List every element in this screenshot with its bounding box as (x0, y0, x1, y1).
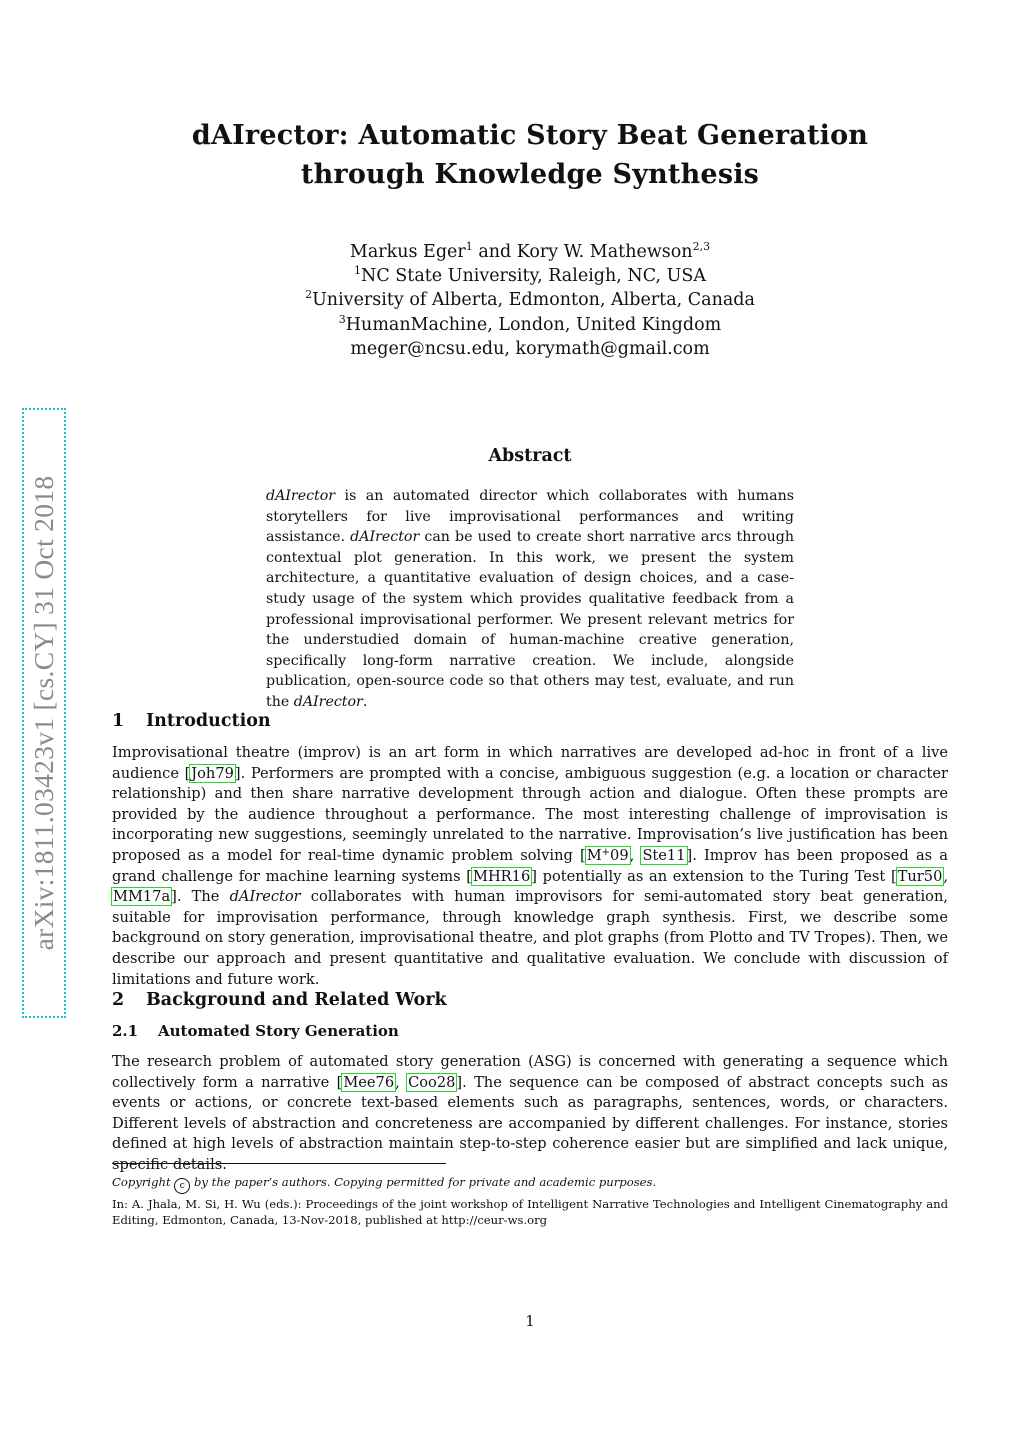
copyright-notice (112, 1174, 948, 1194)
affil-sup: 3 (338, 312, 346, 326)
introduction-paragraph: Improvisational theatre (improv) is an art form in which narratives are developed ad-hoc in front of a live audience [Joh79]. Performers are prompted with a concise, ambiguous suggestion (e.g. a location or character relationship) and then share narrative development through action and dialogue. Often these prompts are provided by the audience throughout a performance. The most interesting challenge of improvisation is incorporating new suggestions, seemingly unrelated to the narrative. Improvisation’s live justification has been proposed as a model for real-time dynamic problem solving [M+09, Ste11]. Improv has been proposed as a grand challenge for machine learning systems [MHR16] potentially as an extension to the Turing Test [Tur50, MM17a]. The dAIrector collaborates with human improvisors for semi-automated story beat generation, suitable for improvisation performance, through knowledge graph synthesis. First, we describe some background on story generation, improvisational theatre, and plot graphs (from Plotto and TV Tropes). Then, we describe our approach and present quantitative and qualitative evaluation. We conclude with discussion of limitations and future work. (112, 744, 949, 988)
author-name: Kory W. Mathewson (516, 242, 693, 262)
paragraph-text: potentially as an extension to the Turing Test (536, 867, 891, 885)
author-name: Markus Eger (349, 242, 466, 262)
arxiv-identifier[interactable]: arXiv:1811.03423v1 [cs.CY] 31 Oct 2018 (28, 475, 59, 951)
affil-text: NC State University, Raleigh, NC, USA (361, 266, 706, 287)
abstract-sentence: is an automated director which collaborates with humans storytellers for live improvisational performances and writing assistance. (266, 488, 794, 546)
copyright-text: by the paper’s authors. Copying permitted for private and academic purposes. (190, 1175, 657, 1189)
citation-year: 09 (610, 846, 629, 864)
system-name: dAIrector (229, 888, 301, 906)
affiliation (200, 313, 860, 337)
subsection-number: 2.1 (112, 1022, 139, 1040)
citation-link[interactable]: Ste11 (642, 846, 686, 864)
section-title: Background and Related Work (146, 990, 447, 1010)
abstract-sentence: can be used to create short narrative arcs through contextual plot generation. In this work, we present the system architecture, a quantitative evaluation of design choices, and a case-study usage of the system which provides qualitative feedback from a professional improvisational performer. We present relevant metrics for the understudied domain of human-machine creative generation, specifically long-form narrative creation. We include, alongside publication, open-source code so that others may test, evaluate, and run the (266, 529, 795, 710)
footnote-rule (112, 1163, 446, 1164)
system-name: dAIrector (293, 693, 363, 710)
abstract-heading: Abstract (488, 446, 572, 466)
system-name: dAIrector (266, 488, 336, 504)
citation-etal: + (601, 846, 611, 858)
paragraph-text: . The (176, 888, 230, 906)
author-line (200, 240, 860, 264)
citation-link[interactable]: Joh79 (191, 764, 234, 782)
paragraph-text: . Improv has been proposed as a grand challenge for machine learning systems (112, 846, 949, 885)
page-number: 1 (525, 1312, 535, 1330)
title-line-2: through Knowledge Synthesis (300, 159, 760, 190)
author-affil-sup: 2,3 (692, 240, 711, 253)
copyright-label: Copyright (112, 1175, 171, 1189)
paragraph-text: . The sequence can be composed of abstract concepts such as events or actions, or concrete text-based elements such as paragraphs, sentences, words, or characters. Different levels of abstraction and concreteness are accompanied by different challenges. For instance, stories defined at high levels of abstraction maintain step-to-step coherence easier but are simplified and lack unique, specific details. (112, 1073, 948, 1173)
author-emails: meger@ncsu.edu, korymath@gmail.com (350, 338, 710, 359)
affil-text: HumanMachine, London, United Kingdom (345, 314, 722, 335)
title-line-1: dAIrector: Automatic Story Beat Generation (191, 120, 869, 151)
citation-link[interactable]: Tur50 (897, 867, 943, 885)
copyright-symbol-icon: c (174, 1178, 190, 1194)
section-number: 1 (112, 711, 125, 731)
affiliation (200, 264, 860, 288)
system-name: dAIrector (350, 529, 420, 546)
paragraph-text: Improvisational theatre (improv) is an art form in which narratives are developed ad-hoc in front of a live audience (112, 744, 948, 782)
paragraph-text: collaborates with human improvisors for semi-automated story beat generation, suitable for improvisation performance, through knowledge graph synthesis. First, we describe some background on story generation, improvisational theatre, and plot graphs (from Plotto and TV Tropes). Then, we describe our approach and present quantitative and qualitative evaluation. We conclude with discussion of limitations and future work. (112, 888, 949, 988)
section-heading-introduction (112, 711, 271, 731)
citation-link[interactable] (586, 847, 630, 864)
citation-separator: , (629, 846, 642, 864)
asg-paragraph: The research problem of automated story generation (ASG) is concerned with generating a sequence which collectively form a narrative [Mee76, Coo28]. The sequence can be composed of abstract concepts such as events or actions, or concrete text-based elements such as paragraphs, sentences, words, or characters. Different levels of abstraction and concreteness are accompanied by different challenges. For instance, stories defined at high levels of abstraction maintain step-to-step coherence easier but are simplified and lack unique, specific details. (112, 1053, 948, 1173)
citation-link[interactable]: Coo28 (408, 1073, 456, 1091)
paper-title (180, 116, 880, 194)
citation-link[interactable]: MM17a (113, 888, 171, 906)
section-number: 2 (112, 990, 125, 1010)
arxiv-stamp (22, 408, 66, 1018)
citation-link[interactable]: Mee76 (343, 1073, 395, 1091)
affiliation (200, 288, 860, 312)
citation-separator: , (395, 1073, 408, 1091)
citation-separator: , (943, 867, 948, 885)
section-heading-background (112, 990, 447, 1010)
affil-sup: 2 (305, 288, 313, 302)
paragraph-text: The research problem of automated story generation (ASG) is concerned with generating a sequence which collectively form a narrative (112, 1053, 948, 1091)
section-title: Introduction (146, 711, 271, 731)
paragraph-text: . Performers are prompted with a concise, ambiguous suggestion (e.g. a location or character relationship) and then share narrative development through action and dialogue. Often these prompts are provided by the audience throughout a performance. The most interesting challenge of improvisation is incorporating new suggestions, seemingly unrelated to the narrative. Improvisation’s live justification has been proposed as a model for real-time dynamic problem solving (112, 764, 949, 864)
citation-link[interactable]: MHR16 (473, 867, 531, 885)
abstract-sentence: . (362, 693, 368, 710)
proceedings-note: In: A. Jhala, M. Si, H. Wu (eds.): Proceedings of the joint workshop of Intelligent Narrative Technologies and Intelligent Cinematography and Editing, Edmonton, Canada, 13-Nov-2018, published at http://ceur-ws.org (112, 1197, 948, 1227)
author-separator: and (472, 242, 517, 262)
affil-text: University of Alberta, Edmonton, Alberta, Canada (312, 290, 755, 311)
subsection-title: Automated Story Generation (158, 1022, 399, 1040)
affil-sup: 1 (354, 264, 362, 278)
abstract-text (266, 486, 794, 713)
author-block (200, 240, 860, 361)
author-affil-sup: 1 (465, 240, 473, 253)
citation-author: M (586, 846, 602, 864)
subsection-heading-asg (112, 1022, 399, 1040)
